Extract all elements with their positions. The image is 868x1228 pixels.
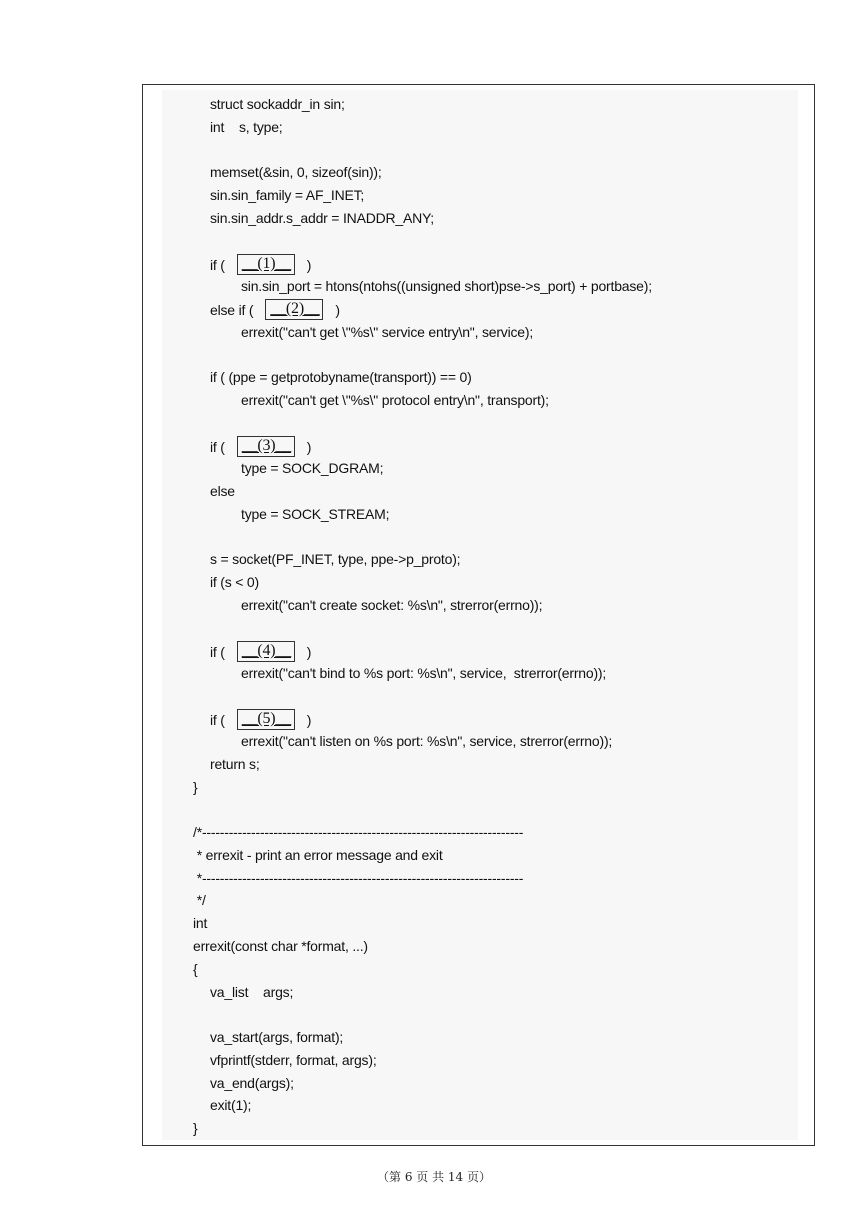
keyword: else if ( <box>210 302 254 319</box>
code-line-blank-3 <box>210 438 311 459</box>
code-line: errexit("can't listen on %s port: %s\n", service, strerror(errno)); <box>241 733 613 749</box>
code-block <box>162 90 798 1140</box>
page-number: （第 6 页 共 14 页） <box>377 1170 491 1184</box>
code-line: s = socket(PF_INET, type, ppe->p_proto); <box>210 551 461 567</box>
code-line: } <box>193 1120 198 1136</box>
paren: ) <box>306 439 312 456</box>
code-line: } <box>193 779 198 795</box>
code-line-blank-2 <box>210 301 340 322</box>
code-line: sin.sin_family = AF_INET; <box>210 187 365 203</box>
code-line: type = SOCK_STREAM; <box>241 506 390 522</box>
answer-blank-3[interactable]: __(3)__ <box>237 436 295 457</box>
code-line: errexit("can't get \"%s\" service entry\n", service); <box>241 324 534 340</box>
code-line: exit(1); <box>210 1097 252 1113</box>
code-line: memset(&sin, 0, sizeof(sin)); <box>210 164 382 180</box>
paren: ) <box>306 644 312 661</box>
code-line: int s, type; <box>210 119 283 135</box>
answer-blank-4[interactable]: __(4)__ <box>237 641 295 662</box>
code-line: else <box>210 483 235 499</box>
code-line: errexit("can't create socket: %s\n", strerror(errno)); <box>241 597 543 613</box>
code-line: errexit("can't get \"%s\" protocol entry\n", transport); <box>241 392 549 408</box>
answer-blank-1[interactable]: __(1)__ <box>237 254 295 275</box>
code-line: va_start(args, format); <box>210 1029 344 1045</box>
comment-line: */ <box>193 892 206 908</box>
code-line: sin.sin_addr.s_addr = INADDR_ANY; <box>210 210 434 226</box>
paren: ) <box>335 302 340 319</box>
keyword: if ( <box>210 439 225 456</box>
code-line: int <box>193 915 208 931</box>
code-line-blank-1 <box>210 256 311 277</box>
code-line: struct sockaddr_in sin; <box>210 96 345 112</box>
paren: ) <box>306 257 312 274</box>
code-line: { <box>193 961 198 977</box>
code-line-blank-4 <box>210 643 311 664</box>
code-line: va_end(args); <box>210 1075 294 1091</box>
code-line: return s; <box>210 756 260 772</box>
comment-line: * errexit - print an error message and exit <box>193 847 443 863</box>
comment-line: /*------------------------------------------------------------------------ <box>193 824 524 840</box>
code-line: va_list args; <box>210 984 294 1000</box>
keyword: if ( <box>210 644 225 661</box>
code-line: type = SOCK_DGRAM; <box>241 460 384 476</box>
code-line: if (s < 0) <box>210 574 259 590</box>
code-line: if ( (ppe = getprotobyname(transport)) == 0) <box>210 369 472 385</box>
keyword: if ( <box>210 257 225 274</box>
answer-blank-5[interactable]: __(5)__ <box>237 709 295 730</box>
code-line: vfprintf(stderr, format, args); <box>210 1052 377 1068</box>
code-line-blank-5 <box>210 711 311 732</box>
code-line: errexit("can't bind to %s port: %s\n", service, strerror(errno)); <box>241 665 607 681</box>
code-line: sin.sin_port = htons(ntohs((unsigned short)pse->s_port) + portbase); <box>241 278 652 294</box>
comment-line: *------------------------------------------------------------------------ <box>193 870 524 886</box>
code-line: errexit(const char *format, ...) <box>193 938 368 954</box>
answer-blank-2[interactable]: __(2)__ <box>265 299 323 320</box>
keyword: if ( <box>210 712 225 729</box>
paren: ) <box>306 712 312 729</box>
